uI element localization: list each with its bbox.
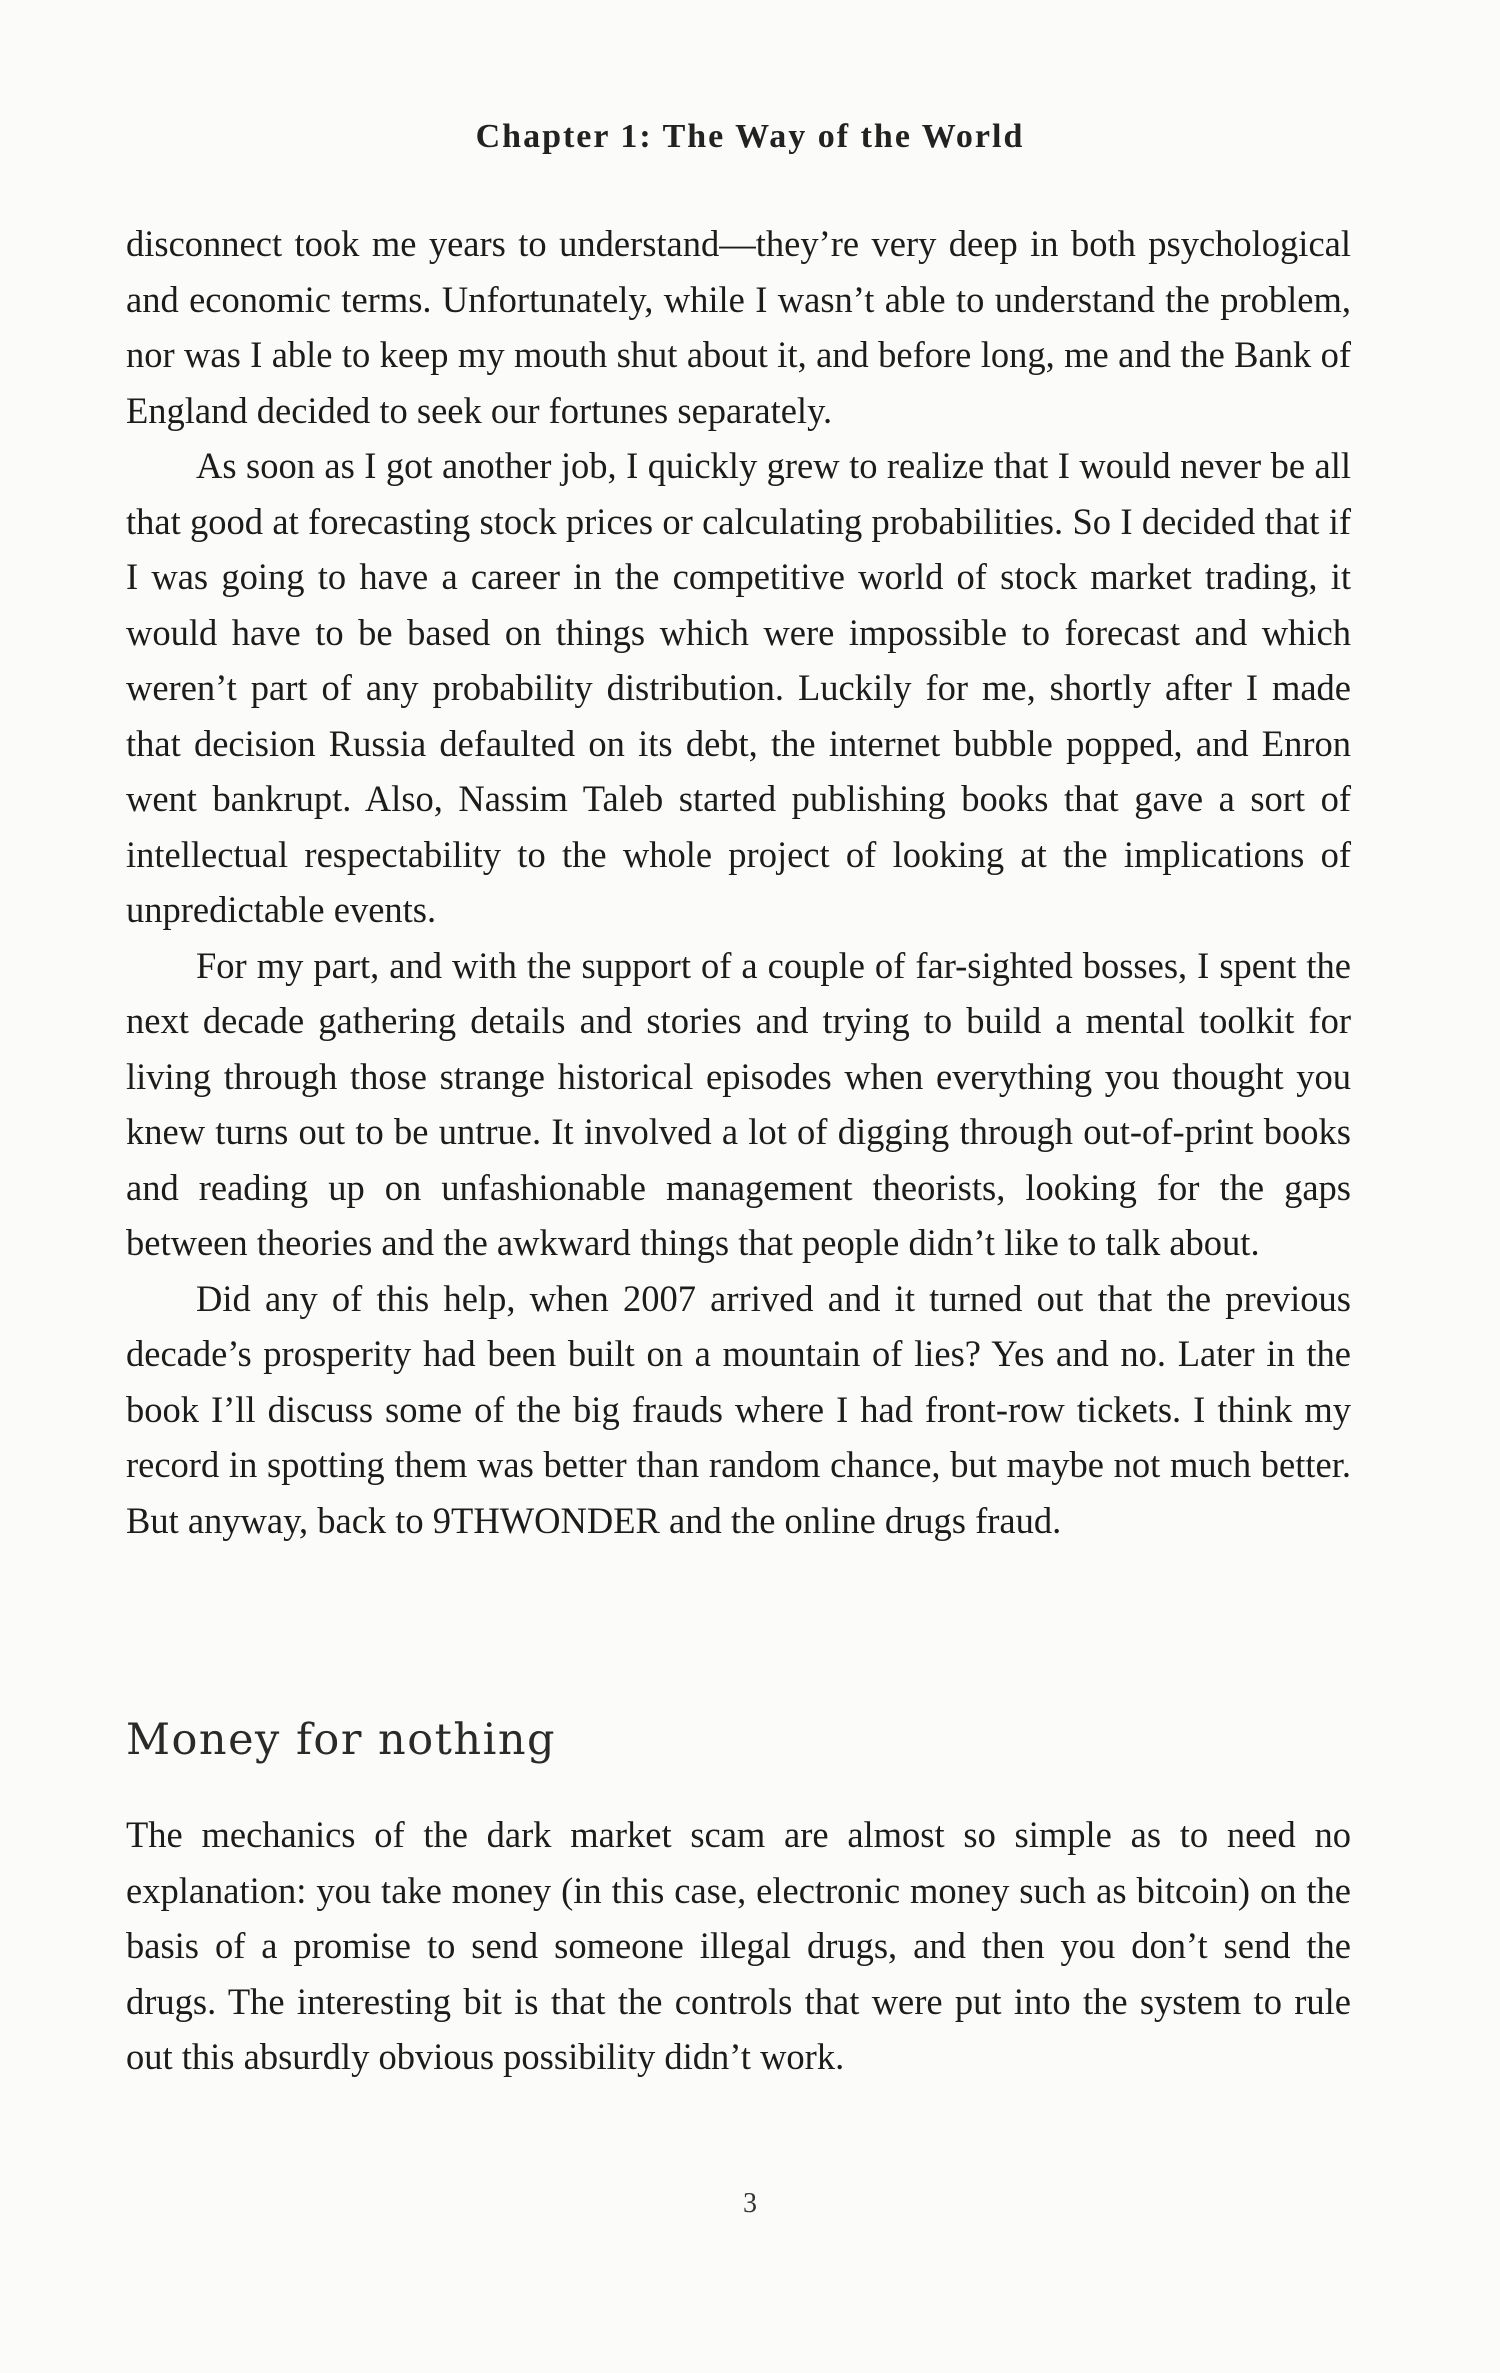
section-paragraph: The mechanics of the dark market scam are almost so simple as to need no explanation: you take money (in this case, electronic money such as bitcoin) on the basis of a promise to send someone illegal drugs, and then you don’t send the drugs. The interesting bit is that the controls that were put into the system to rule out this absurdly obvious possibility didn’t work.: [126, 1814, 1351, 2077]
paragraph-4: Did any of this help, when 2007 arrived and it turned out that the previous decade’s prosperity had been built on a mountain of lies? Yes and no. Later in the book I’ll discuss some of the big frauds where I had front-row tickets. I think my record in spotting them was better than random chance, but maybe not much better. But anyway, back to 9THWONDER and the online drugs fraud.: [126, 1277, 1351, 1541]
running-head: Chapter 1: The Way of the World: [475, 118, 1025, 155]
paragraph-1: disconnect took me years to understand—they’re very deep in both psychological and economic terms. Unfortunately, while I wasn’t able to understand the problem, nor was I able to keep my mouth shut about it, and before long, me and the Bank of England decided to seek our fortunes separately.: [126, 223, 1351, 431]
paragraph-2: As soon as I got another job, I quickly grew to realize that I would never be all that good at forecasting stock prices or calculating probabilities. So I decided that if I was going to have a career in the competitive world of stock market trading, it would have to be based on things which were impossible to forecast and which weren’t part of any probability distribution. Luckily for me, shortly after I made that decision Russia defaulted on its debt, the internet bubble popped, and Enron went bankrupt. Also, Nassim Taleb started publishing books that gave a sort of intellectual respectability to the whole project of looking at the implications of unpredictable events.: [126, 445, 1351, 930]
body-text: [126, 216, 1351, 1548]
section-heading: Money for nothing: [126, 1715, 557, 1765]
paragraph-3: For my part, and with the support of a couple of far-sighted bosses, I spent the next decade gathering details and stories and trying to build a mental toolkit for living through those strange historical episodes when everything you thought you knew turns out to be untrue. It involved a lot of digging through out-of-print books and reading up on unfashionable management theorists, looking for the gaps between theories and the awkward things that people didn’t like to talk about.: [126, 944, 1351, 1263]
section-body-text: [126, 1807, 1351, 2085]
page-number: 3: [743, 2188, 757, 2219]
